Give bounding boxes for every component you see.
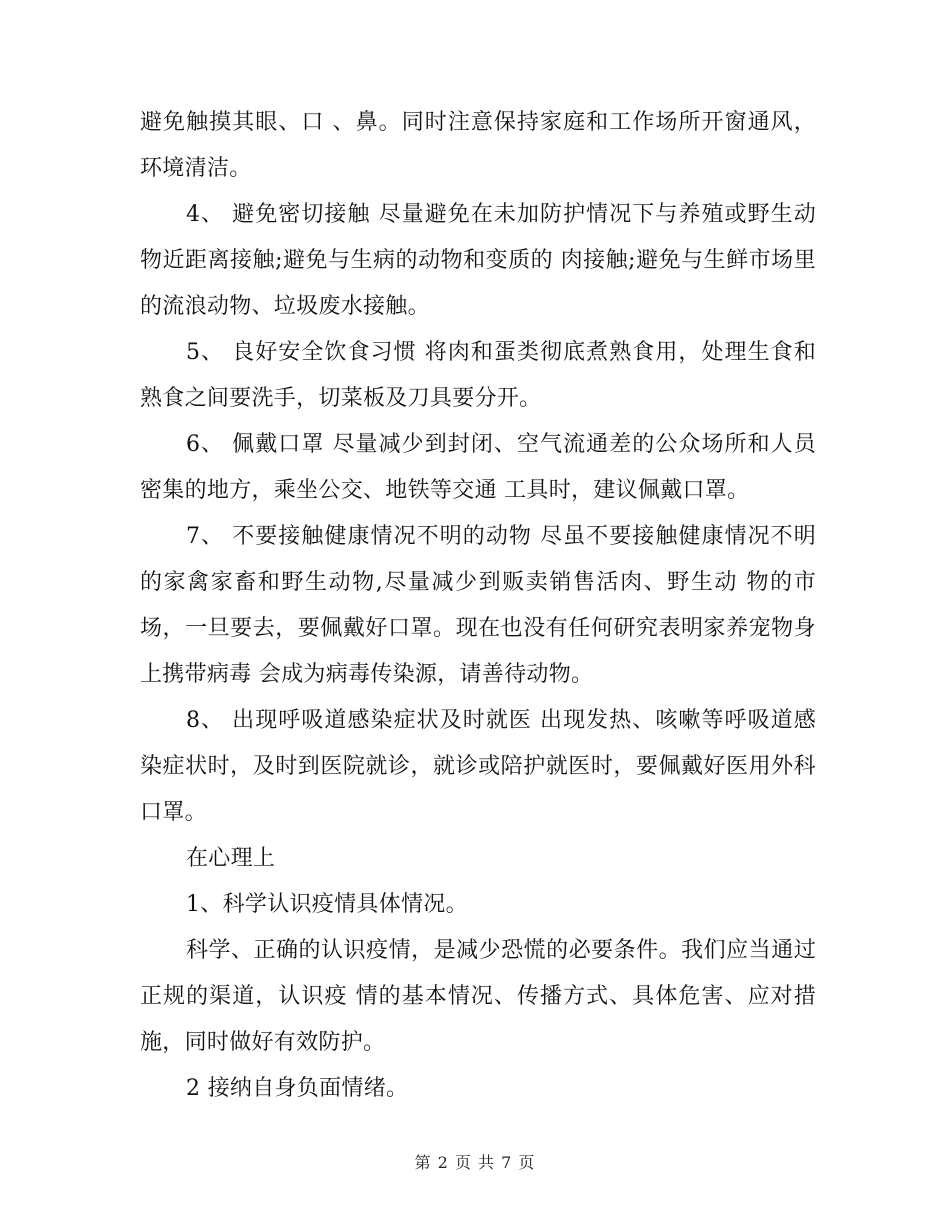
section-heading-psychology: 在心理上 — [186, 846, 276, 871]
page-number-footer: 第 2 页 共 7 页 — [414, 1153, 536, 1172]
paragraph-item-8: 8、 出现呼吸道感染症状及时就医 出现发热、咳嗽等呼吸道感染症状时，及时到医院就诊，就诊或陪护就医时，要佩戴好医用外科口罩。 — [140, 708, 816, 825]
paragraph-item-4: 4、 避免密切接触 尽量避免在未加防护情况下与养殖或野生动物近距离接触;避免与生病的动物和变质的 肉接触;避免与生鲜市场里的流浪动物、垃圾废水接触。 — [140, 202, 816, 319]
paragraph-item-7: 7、 不要接触健康情况不明的动物 尽虽不要接触健康情况不明的家禽家畜和野生动物,尽量减少到贩卖销售活肉、野生动 物的市场，一旦要去，要佩戴好口罩。现在也没有任何研究表明家养宠物身上携带病毒 会成为病毒传染源，请善待动物。 — [140, 524, 816, 687]
document-body — [140, 100, 816, 1112]
paragraph-continuation: 避免触摸其眼、口 、鼻。同时注意保持家庭和工作场所开窗通风，环境清洁。 — [140, 110, 816, 181]
paragraph-item-5: 5、 良好安全饮食习惯 将肉和蛋类彻底煮熟食用，处理生食和熟食之间要洗手，切菜板及刀具要分开。 — [140, 340, 816, 411]
paragraph-item-6: 6、 佩戴口罩 尽量减少到封闭、空气流通差的公众场所和人员密集的地方，乘坐公交、地铁等交通 工具时，建议佩戴口罩。 — [140, 432, 816, 503]
psychology-item-1-body: 科学、正确的认识疫情，是减少恐慌的必要条件。我们应当通过正规的渠道，认识疫 情的基本情况、传播方式、具体危害、应对措施，同时做好有效防护。 — [140, 938, 816, 1055]
psychology-item-2-heading: 2 接纳自身负面情绪。 — [186, 1076, 409, 1101]
psychology-item-1-heading: 1、科学认识疫情具体情况。 — [186, 892, 468, 917]
